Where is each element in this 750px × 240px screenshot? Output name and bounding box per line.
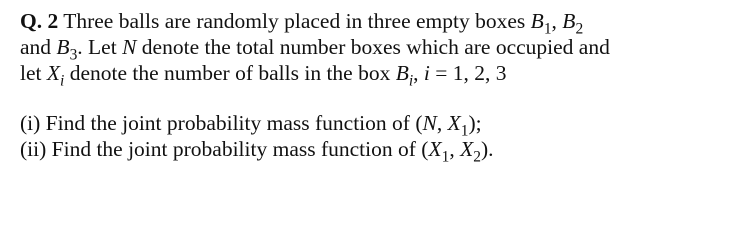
box-b1-subscript: 1 [543, 20, 552, 38]
part-i-var-x: X [447, 111, 461, 135]
part-ii-var-x1-subscript: 1 [441, 148, 450, 166]
part-ii-end: ). [480, 137, 494, 161]
part-i-text: (i) Find the joint probability mass function of ( [20, 111, 423, 135]
question-label: Q. 2 [20, 9, 59, 33]
question-text-2a: and [20, 35, 57, 59]
part-i-end: ); [468, 111, 482, 135]
part-ii [20, 136, 742, 166]
part-ii-var-x2-subscript: 2 [473, 148, 481, 166]
variable-n: N [122, 35, 137, 59]
index-range: = 1, 2, 3 [429, 61, 507, 85]
box-bi-symbol: B [395, 61, 409, 85]
part-ii-var-x2: X [460, 137, 474, 161]
part-i-var-x-subscript: 1 [460, 122, 469, 140]
index-i: i [423, 61, 430, 85]
box-b2-symbol: B [562, 9, 576, 33]
problem-document [20, 8, 742, 166]
part-i [20, 110, 742, 140]
part-ii-comma: , [449, 137, 461, 161]
box-b2-subscript: 2 [575, 20, 584, 38]
part-i-var-n: N [422, 111, 437, 135]
part-i-comma: , [436, 111, 448, 135]
box-bi-subscript: i [408, 72, 414, 90]
box-b3-symbol: B [56, 35, 70, 59]
question-text-3a: let [20, 61, 47, 85]
separator-comma-2: , [413, 61, 424, 85]
question-line-3 [20, 60, 742, 90]
part-ii-text: (ii) Find the joint probability mass function of ( [20, 137, 429, 161]
separator-comma: , [551, 9, 563, 33]
variable-xi-subscript: i [60, 72, 65, 90]
question-text-1: Three balls are randomly placed in three empty boxes [58, 9, 531, 33]
part-ii-var-x1: X [428, 137, 442, 161]
paragraph-gap [20, 86, 742, 110]
question-line-1 [20, 8, 742, 38]
question-text-2c: denote the total number boxes which are occupied and [136, 35, 610, 59]
variable-xi: X [46, 61, 61, 85]
question-line-2 [20, 34, 742, 64]
question-text-2b: . Let [77, 35, 123, 59]
question-text-3b: denote the number of balls in the box [64, 61, 396, 85]
box-b3-subscript: 3 [69, 46, 78, 64]
box-b1-symbol: B [530, 9, 544, 33]
